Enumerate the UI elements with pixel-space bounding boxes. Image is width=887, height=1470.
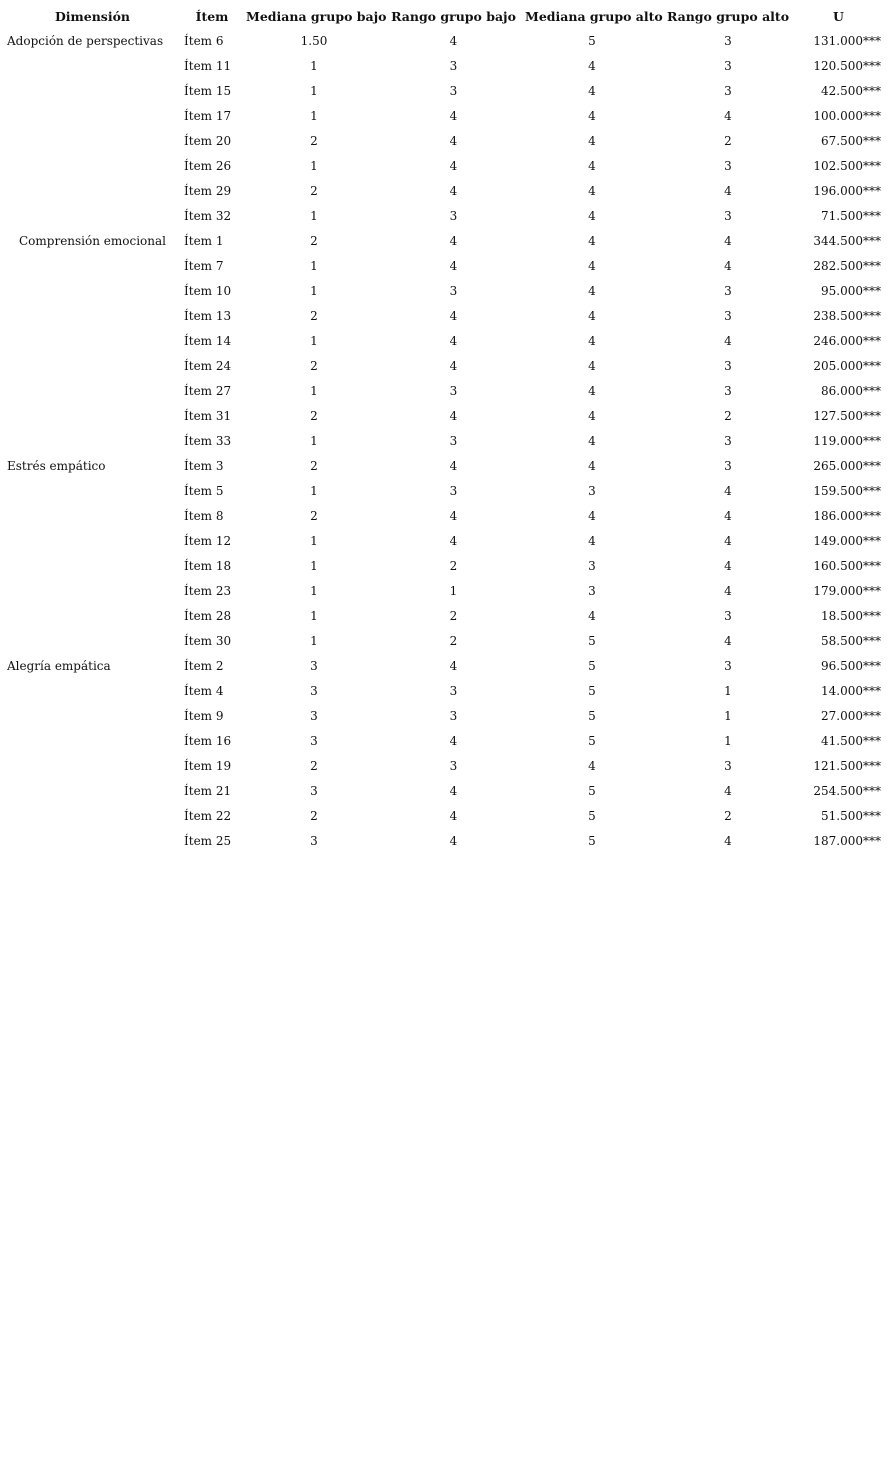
range-high-cell: 4: [724, 509, 732, 523]
median-low-cell: 1: [310, 559, 318, 573]
range-low-cell: 2: [449, 559, 458, 573]
u-cell: 100.000***: [813, 109, 881, 123]
item-cell: Ítem 27: [184, 384, 232, 398]
median-high-cell: 4: [588, 759, 596, 773]
item-cell: Ítem 8: [184, 509, 224, 523]
median-low-cell: 2: [310, 759, 318, 773]
item-cell: Ítem 6: [184, 34, 224, 48]
u-cell: 41.500***: [821, 734, 881, 748]
median-high-cell: 4: [588, 259, 596, 273]
range-high-cell: 4: [724, 584, 732, 598]
range-high-cell: 2: [724, 409, 732, 423]
median-low-cell: 2: [310, 509, 318, 523]
median-low-cell: 1: [310, 534, 318, 548]
dimension-cell: [4, 304, 181, 329]
table-row: [4, 254, 883, 279]
range-low-cell: 1: [449, 584, 458, 598]
median-low-cell: 2: [310, 809, 318, 823]
range-high-cell: 4: [724, 234, 732, 248]
median-high-cell: 5: [588, 784, 596, 798]
range-low-cell: 4: [449, 359, 458, 373]
dimension-cell: Alegría empática: [7, 659, 111, 673]
dimension-cell: [4, 379, 181, 404]
range-high-cell: 4: [724, 559, 732, 573]
range-high-cell: 1: [724, 684, 732, 698]
u-cell: 58.500***: [821, 634, 881, 648]
u-cell: 179.000***: [813, 584, 881, 598]
item-cell: Ítem 31: [184, 409, 232, 423]
range-low-cell: 4: [449, 34, 458, 48]
median-high-cell: 4: [588, 209, 596, 223]
median-low-cell: 1: [310, 59, 318, 73]
item-cell: Ítem 7: [184, 259, 224, 273]
table-row: [4, 179, 883, 204]
dimension-cell: [4, 804, 181, 829]
range-low-cell: 4: [449, 309, 458, 323]
range-low-cell: 4: [449, 459, 458, 473]
range-high-cell: 3: [724, 84, 732, 98]
u-cell: 18.500***: [821, 609, 881, 623]
median-high-cell: 4: [588, 609, 596, 623]
range-high-cell: 4: [724, 784, 732, 798]
u-cell: 96.500***: [821, 659, 881, 673]
median-high-cell: 5: [588, 809, 596, 823]
table-row: [4, 454, 883, 479]
dimension-cell: Adopción de perspectivas: [7, 34, 164, 48]
range-high-cell: 4: [724, 259, 732, 273]
item-cell: Ítem 3: [184, 459, 224, 473]
median-high-cell: 4: [588, 134, 596, 148]
table-row: [4, 379, 883, 404]
median-high-cell: 4: [588, 359, 596, 373]
range-low-cell: 4: [449, 809, 458, 823]
range-high-cell: 3: [724, 59, 732, 73]
table-row: [4, 304, 883, 329]
dimension-cell: [4, 104, 181, 129]
range-high-cell: 4: [724, 484, 732, 498]
table-row: [4, 154, 883, 179]
range-low-cell: 4: [449, 259, 458, 273]
median-high-cell: 4: [588, 309, 596, 323]
range-high-cell: 1: [724, 709, 732, 723]
range-high-cell: 3: [724, 384, 732, 398]
median-low-cell: 1: [310, 159, 318, 173]
range-high-cell: 4: [724, 634, 732, 648]
range-high-cell: 3: [724, 209, 732, 223]
dimension-cell: [4, 779, 181, 804]
median-high-cell: 4: [588, 409, 596, 423]
median-low-cell: 2: [310, 459, 318, 473]
median-high-cell: 5: [588, 709, 596, 723]
range-high-cell: 3: [724, 34, 732, 48]
median-high-cell: 3: [588, 584, 596, 598]
median-low-cell: 2: [310, 134, 318, 148]
dimension-cell: [4, 129, 181, 154]
median-low-cell: 1.50: [300, 34, 328, 48]
range-high-cell: 4: [724, 109, 732, 123]
item-cell: Ítem 12: [184, 534, 232, 548]
range-high-cell: 2: [724, 134, 732, 148]
u-cell: 149.000***: [813, 534, 881, 548]
range-high-cell: 3: [724, 359, 732, 373]
table-row: [4, 79, 883, 104]
u-cell: 127.500***: [813, 409, 881, 423]
u-cell: 160.500***: [813, 559, 881, 573]
table-row: [4, 604, 883, 629]
range-low-cell: 4: [449, 509, 458, 523]
median-low-cell: 1: [310, 84, 318, 98]
u-cell: 265.000***: [813, 459, 881, 473]
item-cell: Ítem 21: [184, 784, 232, 798]
range-high-cell: 3: [724, 759, 732, 773]
dimension-cell: [4, 629, 181, 654]
table-row: [4, 804, 883, 829]
item-cell: Ítem 4: [184, 684, 224, 698]
table-row: [4, 554, 883, 579]
median-high-cell: 4: [588, 184, 596, 198]
median-low-cell: 1: [310, 634, 318, 648]
median-high-cell: 3: [588, 484, 596, 498]
median-high-cell: 4: [588, 509, 596, 523]
u-cell: 159.500***: [813, 484, 881, 498]
dimension-cell: [4, 79, 181, 104]
table-row: [4, 529, 883, 554]
range-low-cell: 3: [449, 84, 458, 98]
median-low-cell: 3: [310, 834, 318, 848]
dimension-cell: [4, 204, 181, 229]
range-low-cell: 3: [449, 384, 458, 398]
u-cell: 95.000***: [821, 284, 881, 298]
table-row: [4, 704, 883, 729]
median-high-cell: 5: [588, 834, 596, 848]
table-row: [4, 429, 883, 454]
table-row: [4, 329, 883, 354]
median-low-cell: 2: [310, 359, 318, 373]
range-low-cell: 4: [449, 534, 458, 548]
range-high-cell: 3: [724, 159, 732, 173]
table-row: [4, 754, 883, 779]
item-cell: Ítem 14: [184, 334, 232, 348]
median-low-cell: 1: [310, 259, 318, 273]
table-row: [4, 679, 883, 704]
table-row: [4, 579, 883, 604]
table-row: [4, 829, 883, 854]
item-cell: Ítem 1: [184, 234, 224, 248]
table-body: [4, 29, 883, 854]
u-cell: 246.000***: [813, 334, 881, 348]
dimension-cell: [4, 154, 181, 179]
range-high-cell: 3: [724, 434, 732, 448]
table-row: [4, 104, 883, 129]
dimension-cell: Comprensión emocional: [18, 234, 166, 248]
header-median-high: Mediana grupo alto: [525, 9, 663, 24]
u-cell: 120.500***: [813, 59, 881, 73]
range-low-cell: 4: [449, 834, 458, 848]
median-high-cell: 4: [588, 109, 596, 123]
range-high-cell: 3: [724, 309, 732, 323]
dimension-cell: [4, 179, 181, 204]
range-low-cell: 3: [449, 759, 458, 773]
dimension-cell: [4, 754, 181, 779]
range-low-cell: 4: [449, 659, 458, 673]
u-cell: 67.500***: [821, 134, 881, 148]
range-low-cell: 4: [449, 159, 458, 173]
median-low-cell: 1: [310, 209, 318, 223]
header-range-low: Rango grupo bajo: [391, 9, 516, 24]
u-cell: 131.000***: [813, 34, 881, 48]
median-high-cell: 4: [588, 459, 596, 473]
range-low-cell: 4: [449, 334, 458, 348]
table-row: [4, 479, 883, 504]
u-cell: 121.500***: [813, 759, 881, 773]
median-low-cell: 1: [310, 484, 318, 498]
median-high-cell: 5: [588, 659, 596, 673]
range-high-cell: 3: [724, 659, 732, 673]
item-cell: Ítem 5: [184, 484, 224, 498]
item-cell: Ítem 23: [184, 584, 232, 598]
table-row: [4, 54, 883, 79]
dimension-cell: [4, 429, 181, 454]
range-low-cell: 3: [449, 684, 458, 698]
median-low-cell: 2: [310, 409, 318, 423]
range-low-cell: 4: [449, 109, 458, 123]
median-high-cell: 4: [588, 159, 596, 173]
range-low-cell: 4: [449, 784, 458, 798]
median-low-cell: 2: [310, 309, 318, 323]
table-row: [4, 779, 883, 804]
u-cell: 282.500***: [813, 259, 881, 273]
item-cell: Ítem 9: [184, 709, 224, 723]
range-high-cell: 3: [724, 284, 732, 298]
range-high-cell: 3: [724, 609, 732, 623]
item-cell: Ítem 28: [184, 609, 232, 623]
range-low-cell: 4: [449, 184, 458, 198]
median-high-cell: 4: [588, 284, 596, 298]
range-low-cell: 3: [449, 484, 458, 498]
dimension-cell: [4, 529, 181, 554]
median-low-cell: 1: [310, 584, 318, 598]
dimension-cell: [4, 254, 181, 279]
dimension-cell: Estrés empático: [7, 459, 106, 473]
dimension-cell: [4, 279, 181, 304]
item-cell: Ítem 30: [184, 634, 232, 648]
table-row: [4, 504, 883, 529]
dimension-cell: [4, 354, 181, 379]
dimension-cell: [4, 704, 181, 729]
u-cell: 344.500***: [813, 234, 881, 248]
u-cell: 238.500***: [813, 309, 881, 323]
u-cell: 27.000***: [821, 709, 881, 723]
median-low-cell: 1: [310, 434, 318, 448]
item-cell: Ítem 10: [184, 284, 232, 298]
u-cell: 14.000***: [821, 684, 881, 698]
median-high-cell: 5: [588, 734, 596, 748]
header-dimension: Dimensión: [54, 9, 131, 24]
median-low-cell: 2: [310, 184, 318, 198]
table-row: [4, 354, 883, 379]
u-cell: 71.500***: [821, 209, 881, 223]
median-high-cell: 4: [588, 534, 596, 548]
dimension-cell: [4, 404, 181, 429]
u-cell: 51.500***: [821, 809, 881, 823]
table-row: [4, 729, 883, 754]
range-low-cell: 3: [449, 434, 458, 448]
median-high-cell: 4: [588, 59, 596, 73]
item-cell: Ítem 24: [184, 359, 232, 373]
item-cell: Ítem 26: [184, 159, 232, 173]
table-row: [4, 629, 883, 654]
u-cell: 187.000***: [813, 834, 881, 848]
header-range-high: Rango grupo alto: [666, 9, 790, 24]
item-cell: Ítem 20: [184, 134, 232, 148]
item-cell: Ítem 33: [184, 434, 232, 448]
dimension-cell: [4, 829, 181, 854]
median-low-cell: 2: [310, 234, 318, 248]
header-row: [4, 4, 883, 29]
range-high-cell: 4: [724, 534, 732, 548]
range-high-cell: 4: [724, 184, 732, 198]
table-row: [4, 129, 883, 154]
range-low-cell: 3: [449, 59, 458, 73]
range-high-cell: 3: [724, 459, 732, 473]
range-low-cell: 4: [449, 734, 458, 748]
results-table: [4, 4, 883, 854]
table-row: [4, 279, 883, 304]
u-cell: 186.000***: [813, 509, 881, 523]
range-low-cell: 3: [449, 209, 458, 223]
item-cell: Ítem 2: [184, 659, 224, 673]
median-low-cell: 3: [310, 659, 318, 673]
median-high-cell: 4: [588, 384, 596, 398]
range-low-cell: 2: [449, 609, 458, 623]
range-low-cell: 4: [449, 234, 458, 248]
item-cell: Ítem 25: [184, 834, 232, 848]
median-low-cell: 1: [310, 609, 318, 623]
dimension-cell: [4, 729, 181, 754]
header-median-low: Mediana grupo bajo: [246, 9, 387, 24]
item-cell: Ítem 17: [184, 109, 232, 123]
dimension-cell: [4, 329, 181, 354]
item-cell: Ítem 13: [184, 309, 232, 323]
table-row: [4, 404, 883, 429]
item-cell: Ítem 19: [184, 759, 232, 773]
median-high-cell: 4: [588, 334, 596, 348]
dimension-cell: [4, 504, 181, 529]
dimension-cell: [4, 579, 181, 604]
table-row: [4, 204, 883, 229]
range-low-cell: 3: [449, 709, 458, 723]
range-low-cell: 4: [449, 409, 458, 423]
dimension-cell: [4, 679, 181, 704]
median-high-cell: 5: [588, 34, 596, 48]
table-row: [4, 229, 883, 254]
range-high-cell: 2: [724, 809, 732, 823]
u-cell: 254.500***: [813, 784, 881, 798]
item-cell: Ítem 22: [184, 809, 232, 823]
header-u: U: [833, 9, 844, 24]
u-cell: 102.500***: [813, 159, 881, 173]
header-item: Ítem: [195, 9, 229, 24]
range-high-cell: 4: [724, 334, 732, 348]
item-cell: Ítem 32: [184, 209, 232, 223]
item-cell: Ítem 29: [184, 184, 232, 198]
dimension-cell: [4, 604, 181, 629]
median-low-cell: 3: [310, 684, 318, 698]
median-high-cell: 4: [588, 434, 596, 448]
table-row: [4, 29, 883, 54]
item-cell: Ítem 16: [184, 734, 232, 748]
dimension-cell: [4, 554, 181, 579]
median-low-cell: 3: [310, 784, 318, 798]
median-low-cell: 1: [310, 109, 318, 123]
u-cell: 205.000***: [813, 359, 881, 373]
median-high-cell: 5: [588, 684, 596, 698]
median-low-cell: 1: [310, 284, 318, 298]
range-low-cell: 3: [449, 284, 458, 298]
item-cell: Ítem 15: [184, 84, 232, 98]
range-low-cell: 2: [449, 634, 458, 648]
item-cell: Ítem 18: [184, 559, 232, 573]
range-low-cell: 4: [449, 134, 458, 148]
median-high-cell: 3: [588, 559, 596, 573]
range-high-cell: 4: [724, 834, 732, 848]
table-row: [4, 654, 883, 679]
range-high-cell: 1: [724, 734, 732, 748]
dimension-cell: [4, 479, 181, 504]
median-low-cell: 1: [310, 384, 318, 398]
median-high-cell: 4: [588, 234, 596, 248]
u-cell: 42.500***: [821, 84, 881, 98]
u-cell: 119.000***: [813, 434, 881, 448]
dimension-cell: [4, 54, 181, 79]
item-cell: Ítem 11: [184, 59, 232, 73]
u-cell: 196.000***: [813, 184, 881, 198]
median-low-cell: 1: [310, 334, 318, 348]
median-low-cell: 3: [310, 734, 318, 748]
median-low-cell: 3: [310, 709, 318, 723]
u-cell: 86.000***: [821, 384, 881, 398]
median-high-cell: 5: [588, 634, 596, 648]
median-high-cell: 4: [588, 84, 596, 98]
